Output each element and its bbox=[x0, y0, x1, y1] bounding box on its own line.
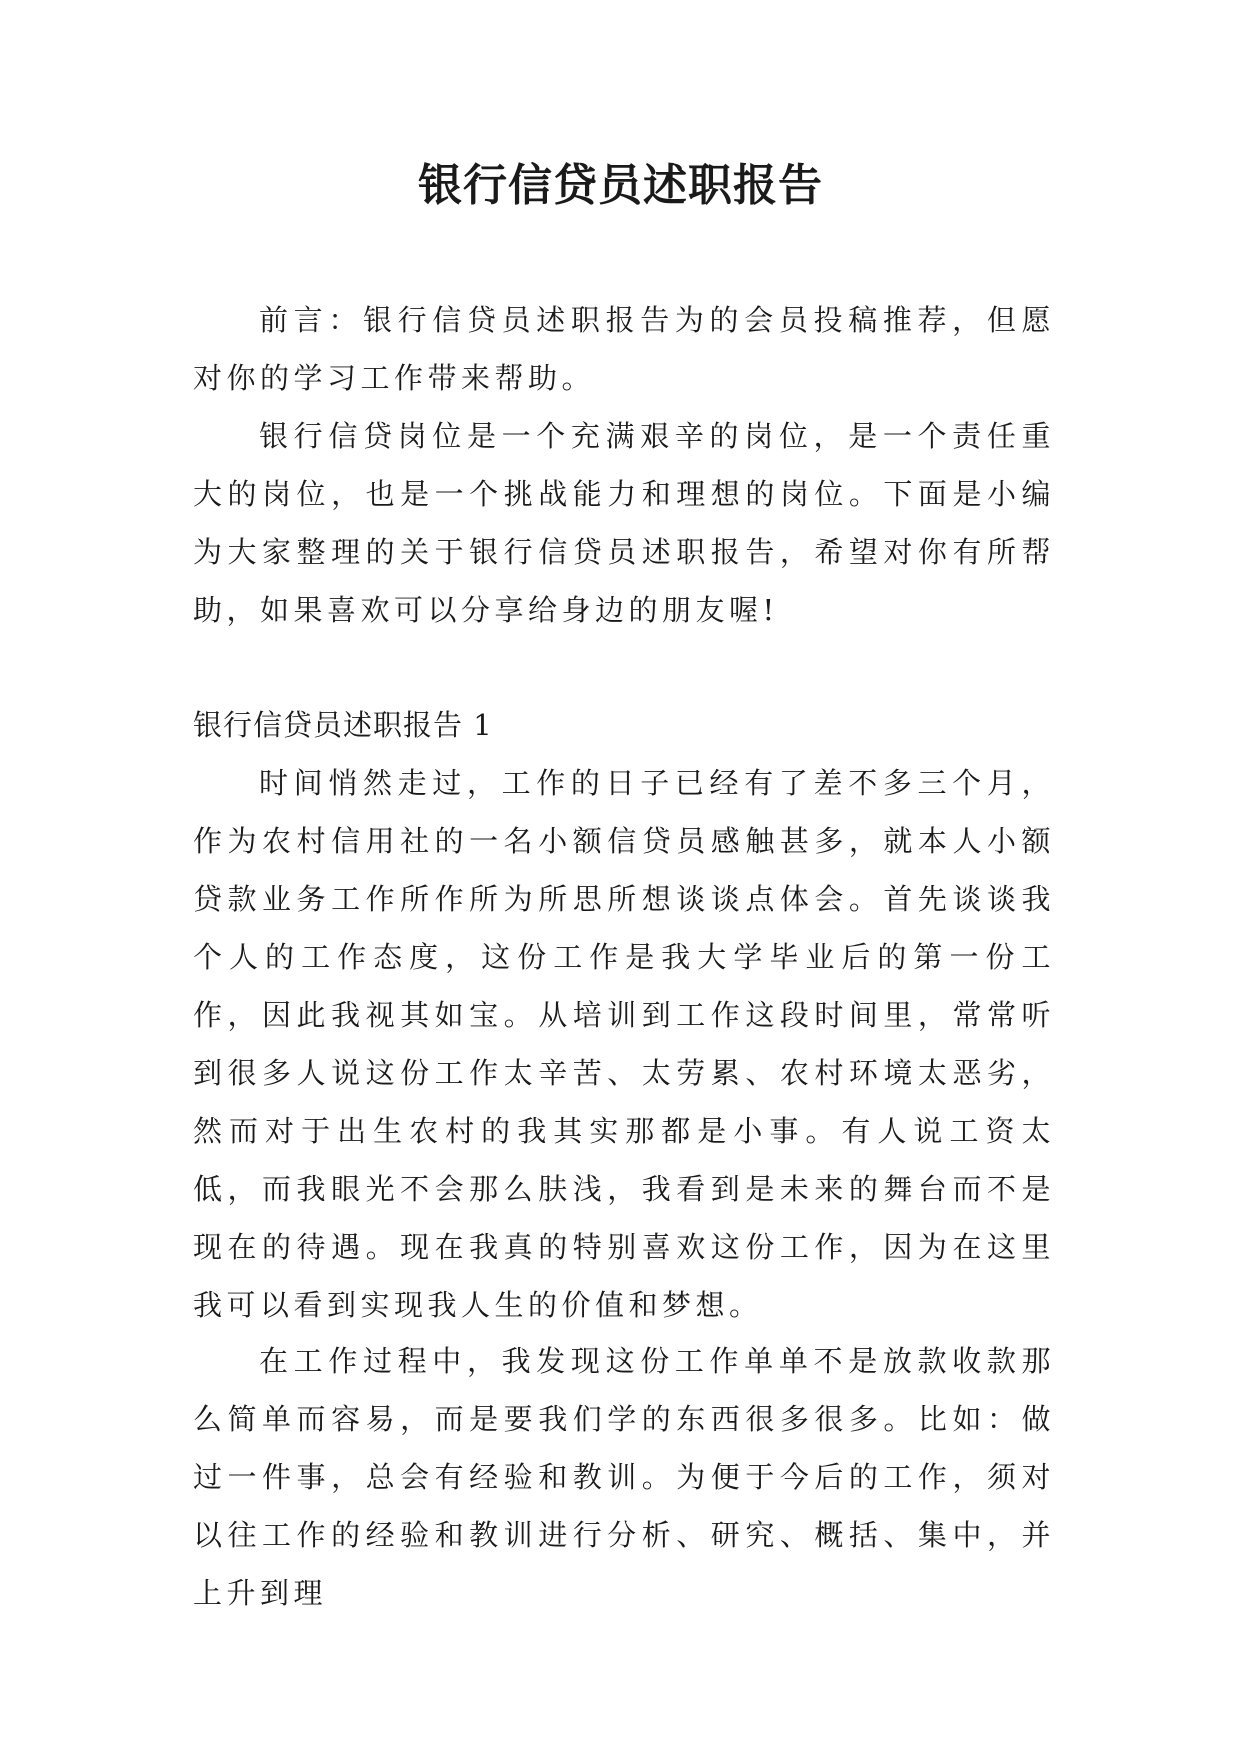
paragraph: 银行信贷岗位是一个充满艰辛的岗位，是一个责任重大的岗位，也是一个挑战能力和理想的岗位。下面是小编为大家整理的关于银行信贷员述职报告，希望对你有所帮助，如果喜欢可以分享给身边的朋友喔! bbox=[193, 419, 1055, 627]
document-title: 银行信贷员述职报告 bbox=[418, 160, 823, 211]
intro-paragraph: 前言：银行信贷员述职报告为的会员投稿推荐，但愿对你的学习工作带来帮助。 bbox=[193, 303, 1055, 395]
paragraph: 在工作过程中，我发现这份工作单单不是放款收款那么简单而容易，而是要我们学的东西很多很多。比如：做过一件事，总会有经验和教训。为便于今后的工作，须对以往工作的经验和教训进行分析、研究、概括、集中，并上升到理 bbox=[193, 1344, 1055, 1610]
paragraph: 时间悄然走过，工作的日子已经有了差不多三个月，作为农村信用社的一名小额信贷员感触甚多，就本人小额贷款业务工作所作所为所思所想谈谈点体会。首先谈谈我个人的工作态度，这份工作是我大学毕业后的第一份工作，因此我视其如宝。从培训到工作这段时间里，常常听到很多人说这份工作太辛苦、太劳累、农村环境太恶劣，然而对于出生农村的我其实那都是小事。有人说工资太低，而我眼光不会那么肤浅，我看到是未来的舞台而不是现在的待遇。现在我真的特别喜欢这份工作，因为在这里我可以看到实现我人生的价值和梦想。 bbox=[193, 766, 1055, 1322]
section-heading: 银行信贷员述职报告 1 bbox=[193, 708, 493, 742]
